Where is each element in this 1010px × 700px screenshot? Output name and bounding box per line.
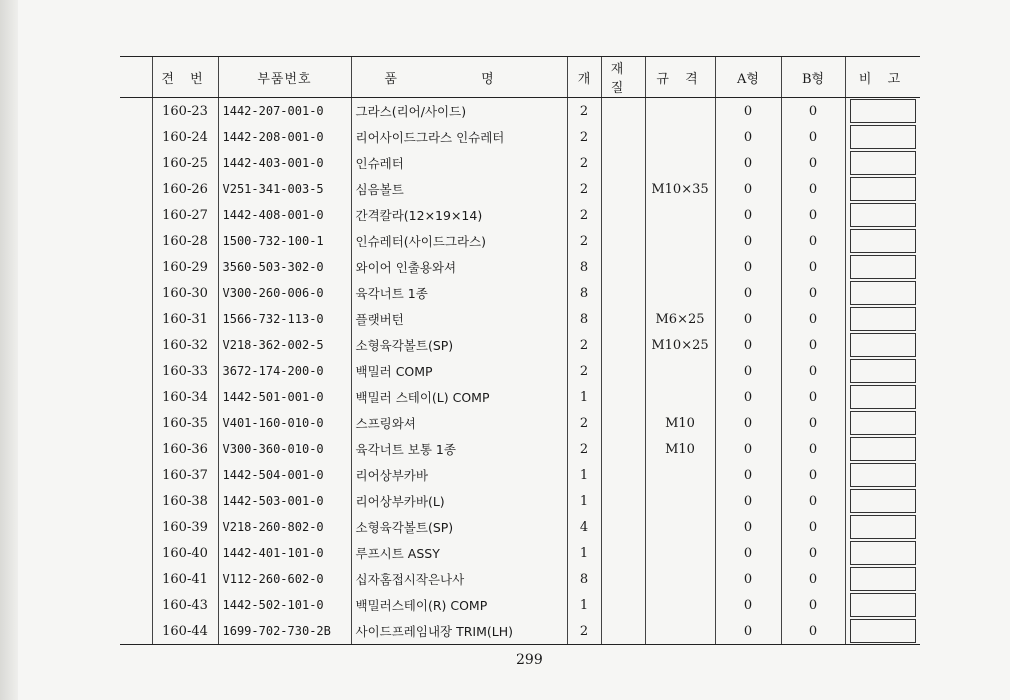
spec-cell [645, 514, 715, 540]
material-cell [601, 462, 645, 488]
row-spacer [120, 592, 152, 618]
a-type-cell: 0 [715, 124, 781, 150]
table-row [120, 306, 920, 332]
part-code-cell: V112-260-602-0 [218, 566, 351, 592]
a-type-cell: 0 [715, 540, 781, 566]
b-type-cell: 0 [781, 462, 845, 488]
part-name-cell: 리어상부카바(L) [351, 488, 567, 514]
note-box [850, 307, 916, 331]
spec-cell [645, 280, 715, 306]
note-box [850, 489, 916, 513]
scan-edge [0, 0, 18, 700]
spec-cell: M10 [645, 410, 715, 436]
a-type-cell: 0 [715, 384, 781, 410]
quantity-cell: 1 [567, 592, 601, 618]
part-number-cell: 160-43 [152, 592, 218, 618]
row-spacer [120, 254, 152, 280]
a-type-cell: 0 [715, 150, 781, 176]
part-number-cell: 160-26 [152, 176, 218, 202]
a-type-cell: 0 [715, 436, 781, 462]
b-type-cell: 0 [781, 124, 845, 150]
note-cell [845, 592, 920, 618]
part-name-cell: 그라스(리어/사이드) [351, 98, 567, 125]
a-type-cell: 0 [715, 618, 781, 645]
spec-cell [645, 358, 715, 384]
row-spacer [120, 332, 152, 358]
a-type-cell: 0 [715, 358, 781, 384]
part-code-cell: V251-341-003-5 [218, 176, 351, 202]
material-cell [601, 410, 645, 436]
table-row [120, 358, 920, 384]
part-name-cell: 사이드프레임내장 TRIM(LH) [351, 618, 567, 645]
quantity-cell: 1 [567, 540, 601, 566]
part-number-cell: 160-27 [152, 202, 218, 228]
table-row [120, 98, 920, 125]
part-number-cell: 160-41 [152, 566, 218, 592]
note-cell [845, 410, 920, 436]
part-code-cell: 1442-502-101-0 [218, 592, 351, 618]
material-cell [601, 540, 645, 566]
table-row [120, 124, 920, 150]
note-box [850, 255, 916, 279]
b-type-cell: 0 [781, 176, 845, 202]
spec-cell [645, 384, 715, 410]
parts-table-body [120, 98, 920, 645]
quantity-cell: 8 [567, 566, 601, 592]
table-row [120, 254, 920, 280]
spec-cell [645, 228, 715, 254]
note-box [850, 593, 916, 617]
note-box [850, 619, 916, 643]
part-number-cell: 160-25 [152, 150, 218, 176]
note-box [850, 567, 916, 591]
parts-list-sheet [120, 56, 920, 645]
table-row [120, 592, 920, 618]
a-type-cell: 0 [715, 488, 781, 514]
part-number-cell: 160-35 [152, 410, 218, 436]
part-name-cell: 리어사이드그라스 인슈레터 [351, 124, 567, 150]
quantity-cell: 1 [567, 462, 601, 488]
part-code-cell: 1442-408-001-0 [218, 202, 351, 228]
spec-cell [645, 566, 715, 592]
b-type-cell: 0 [781, 228, 845, 254]
note-box [850, 515, 916, 539]
row-spacer [120, 566, 152, 592]
part-code-cell: 1699-702-730-2B [218, 618, 351, 645]
material-cell [601, 436, 645, 462]
part-number-cell: 160-30 [152, 280, 218, 306]
spec-cell [645, 462, 715, 488]
spec-cell [645, 254, 715, 280]
material-cell [601, 150, 645, 176]
part-name-cell: 십자홈접시작은나사 [351, 566, 567, 592]
b-type-cell: 0 [781, 280, 845, 306]
header-material: 재 질 [601, 57, 645, 98]
note-cell [845, 488, 920, 514]
part-code-cell: V218-260-802-0 [218, 514, 351, 540]
material-cell [601, 306, 645, 332]
material-cell [601, 254, 645, 280]
spec-cell [645, 618, 715, 645]
page-number: 299 [516, 652, 543, 668]
part-number-cell: 160-29 [152, 254, 218, 280]
quantity-cell: 2 [567, 410, 601, 436]
b-type-cell: 0 [781, 514, 845, 540]
note-box [850, 177, 916, 201]
note-box [850, 151, 916, 175]
header-a-type: A형 [715, 57, 781, 98]
row-spacer [120, 176, 152, 202]
part-code-cell: 1442-401-101-0 [218, 540, 351, 566]
part-code-cell: V401-160-010-0 [218, 410, 351, 436]
note-box [850, 463, 916, 487]
part-name-cell: 리어상부카바 [351, 462, 567, 488]
quantity-cell: 1 [567, 384, 601, 410]
material-cell [601, 592, 645, 618]
material-cell [601, 488, 645, 514]
a-type-cell: 0 [715, 228, 781, 254]
spec-cell [645, 124, 715, 150]
note-box [850, 229, 916, 253]
part-code-cell: 3672-174-200-0 [218, 358, 351, 384]
table-header-row [120, 57, 920, 98]
part-number-cell: 160-40 [152, 540, 218, 566]
quantity-cell: 8 [567, 280, 601, 306]
part-number-cell: 160-24 [152, 124, 218, 150]
header-qty: 개 [567, 57, 601, 98]
a-type-cell: 0 [715, 306, 781, 332]
spec-cell [645, 98, 715, 125]
a-type-cell: 0 [715, 410, 781, 436]
quantity-cell: 2 [567, 618, 601, 645]
part-name-cell: 와이어 인출용와셔 [351, 254, 567, 280]
row-spacer [120, 384, 152, 410]
b-type-cell: 0 [781, 202, 845, 228]
note-cell [845, 202, 920, 228]
spec-cell: M10 [645, 436, 715, 462]
part-name-cell: 스프링와셔 [351, 410, 567, 436]
material-cell [601, 280, 645, 306]
table-row [120, 332, 920, 358]
spec-cell [645, 540, 715, 566]
spec-cell [645, 150, 715, 176]
spec-cell: M10×35 [645, 176, 715, 202]
header-spec: 규 격 [645, 57, 715, 98]
part-name-cell: 플랫버턴 [351, 306, 567, 332]
table-row [120, 228, 920, 254]
part-number-cell: 160-28 [152, 228, 218, 254]
quantity-cell: 2 [567, 202, 601, 228]
note-box [850, 437, 916, 461]
b-type-cell: 0 [781, 254, 845, 280]
b-type-cell: 0 [781, 332, 845, 358]
note-box [850, 411, 916, 435]
header-spacer [120, 57, 152, 98]
a-type-cell: 0 [715, 332, 781, 358]
row-spacer [120, 462, 152, 488]
b-type-cell: 0 [781, 150, 845, 176]
b-type-cell: 0 [781, 436, 845, 462]
part-name-cell: 인슈레터 [351, 150, 567, 176]
note-cell [845, 124, 920, 150]
part-name-cell: 인슈레터(사이드그라스) [351, 228, 567, 254]
note-cell [845, 436, 920, 462]
part-name-cell: 심음볼트 [351, 176, 567, 202]
row-spacer [120, 410, 152, 436]
b-type-cell: 0 [781, 98, 845, 125]
part-code-cell: 1442-403-001-0 [218, 150, 351, 176]
header-name: 품 명 [351, 57, 567, 98]
a-type-cell: 0 [715, 176, 781, 202]
material-cell [601, 228, 645, 254]
b-type-cell: 0 [781, 488, 845, 514]
note-cell [845, 98, 920, 125]
a-type-cell: 0 [715, 254, 781, 280]
part-name-cell: 간격칼라(12×19×14) [351, 202, 567, 228]
note-box [850, 125, 916, 149]
material-cell [601, 618, 645, 645]
table-row [120, 176, 920, 202]
part-code-cell: 1442-504-001-0 [218, 462, 351, 488]
spec-cell [645, 202, 715, 228]
quantity-cell: 4 [567, 514, 601, 540]
row-spacer [120, 202, 152, 228]
part-number-cell: 160-39 [152, 514, 218, 540]
note-box [850, 203, 916, 227]
a-type-cell: 0 [715, 514, 781, 540]
part-name-cell: 루프시트 ASSY [351, 540, 567, 566]
table-row [120, 566, 920, 592]
note-cell [845, 332, 920, 358]
table-row [120, 384, 920, 410]
a-type-cell: 0 [715, 98, 781, 125]
quantity-cell: 1 [567, 488, 601, 514]
row-spacer [120, 358, 152, 384]
material-cell [601, 566, 645, 592]
quantity-cell: 2 [567, 124, 601, 150]
table-row [120, 436, 920, 462]
quantity-cell: 2 [567, 150, 601, 176]
row-spacer [120, 514, 152, 540]
b-type-cell: 0 [781, 410, 845, 436]
b-type-cell: 0 [781, 306, 845, 332]
note-cell [845, 384, 920, 410]
table-row [120, 618, 920, 645]
part-name-cell: 소형육각볼트(SP) [351, 332, 567, 358]
part-name-cell: 육각너트 보통 1종 [351, 436, 567, 462]
material-cell [601, 358, 645, 384]
b-type-cell: 0 [781, 358, 845, 384]
table-row [120, 150, 920, 176]
material-cell [601, 98, 645, 125]
table-row [120, 514, 920, 540]
table-row [120, 462, 920, 488]
part-code-cell: 1442-207-001-0 [218, 98, 351, 125]
note-cell [845, 618, 920, 645]
table-row [120, 410, 920, 436]
note-box [850, 359, 916, 383]
material-cell [601, 124, 645, 150]
material-cell [601, 514, 645, 540]
part-number-cell: 160-23 [152, 98, 218, 125]
row-spacer [120, 98, 152, 125]
spec-cell [645, 488, 715, 514]
part-number-cell: 160-36 [152, 436, 218, 462]
a-type-cell: 0 [715, 280, 781, 306]
part-code-cell: 3560-503-302-0 [218, 254, 351, 280]
header-note: 비 고 [845, 57, 920, 98]
part-code-cell: 1566-732-113-0 [218, 306, 351, 332]
part-number-cell: 160-34 [152, 384, 218, 410]
note-cell [845, 280, 920, 306]
quantity-cell: 2 [567, 332, 601, 358]
note-box [850, 281, 916, 305]
note-box [850, 99, 916, 123]
material-cell [601, 176, 645, 202]
a-type-cell: 0 [715, 566, 781, 592]
spec-cell [645, 592, 715, 618]
part-name-cell: 백밀러스테이(R) COMP [351, 592, 567, 618]
part-code-cell: 1442-501-001-0 [218, 384, 351, 410]
note-cell [845, 540, 920, 566]
part-name-cell: 소형육각볼트(SP) [351, 514, 567, 540]
part-code-cell: 1500-732-100-1 [218, 228, 351, 254]
row-spacer [120, 228, 152, 254]
part-name-cell: 육각너트 1종 [351, 280, 567, 306]
spec-cell: M6×25 [645, 306, 715, 332]
b-type-cell: 0 [781, 384, 845, 410]
part-number-cell: 160-33 [152, 358, 218, 384]
row-spacer [120, 488, 152, 514]
material-cell [601, 384, 645, 410]
note-box [850, 333, 916, 357]
part-code-cell: 1442-208-001-0 [218, 124, 351, 150]
row-spacer [120, 540, 152, 566]
header-part-no: 부품번호 [218, 57, 351, 98]
part-number-cell: 160-32 [152, 332, 218, 358]
note-cell [845, 566, 920, 592]
header-b-type: B형 [781, 57, 845, 98]
a-type-cell: 0 [715, 202, 781, 228]
row-spacer [120, 124, 152, 150]
part-number-cell: 160-44 [152, 618, 218, 645]
part-code-cell: V300-260-006-0 [218, 280, 351, 306]
material-cell [601, 202, 645, 228]
header-no: 견 번 [152, 57, 218, 98]
row-spacer [120, 150, 152, 176]
table-row [120, 202, 920, 228]
quantity-cell: 2 [567, 176, 601, 202]
table-row [120, 280, 920, 306]
note-cell [845, 150, 920, 176]
row-spacer [120, 618, 152, 645]
b-type-cell: 0 [781, 618, 845, 645]
row-spacer [120, 280, 152, 306]
note-cell [845, 176, 920, 202]
quantity-cell: 2 [567, 228, 601, 254]
spec-cell: M10×25 [645, 332, 715, 358]
note-box [850, 385, 916, 409]
b-type-cell: 0 [781, 592, 845, 618]
quantity-cell: 8 [567, 254, 601, 280]
note-cell [845, 462, 920, 488]
part-number-cell: 160-38 [152, 488, 218, 514]
note-cell [845, 514, 920, 540]
material-cell [601, 332, 645, 358]
parts-table [120, 56, 920, 645]
part-code-cell: 1442-503-001-0 [218, 488, 351, 514]
note-cell [845, 254, 920, 280]
part-number-cell: 160-31 [152, 306, 218, 332]
note-cell [845, 306, 920, 332]
part-code-cell: V218-362-002-5 [218, 332, 351, 358]
part-number-cell: 160-37 [152, 462, 218, 488]
table-row [120, 488, 920, 514]
row-spacer [120, 436, 152, 462]
row-spacer [120, 306, 152, 332]
b-type-cell: 0 [781, 540, 845, 566]
table-row [120, 540, 920, 566]
part-name-cell: 백밀러 COMP [351, 358, 567, 384]
quantity-cell: 8 [567, 306, 601, 332]
part-code-cell: V300-360-010-0 [218, 436, 351, 462]
quantity-cell: 2 [567, 98, 601, 125]
part-name-cell: 백밀러 스테이(L) COMP [351, 384, 567, 410]
note-box [850, 541, 916, 565]
note-cell [845, 358, 920, 384]
note-cell [845, 228, 920, 254]
a-type-cell: 0 [715, 592, 781, 618]
a-type-cell: 0 [715, 462, 781, 488]
quantity-cell: 2 [567, 436, 601, 462]
b-type-cell: 0 [781, 566, 845, 592]
quantity-cell: 2 [567, 358, 601, 384]
